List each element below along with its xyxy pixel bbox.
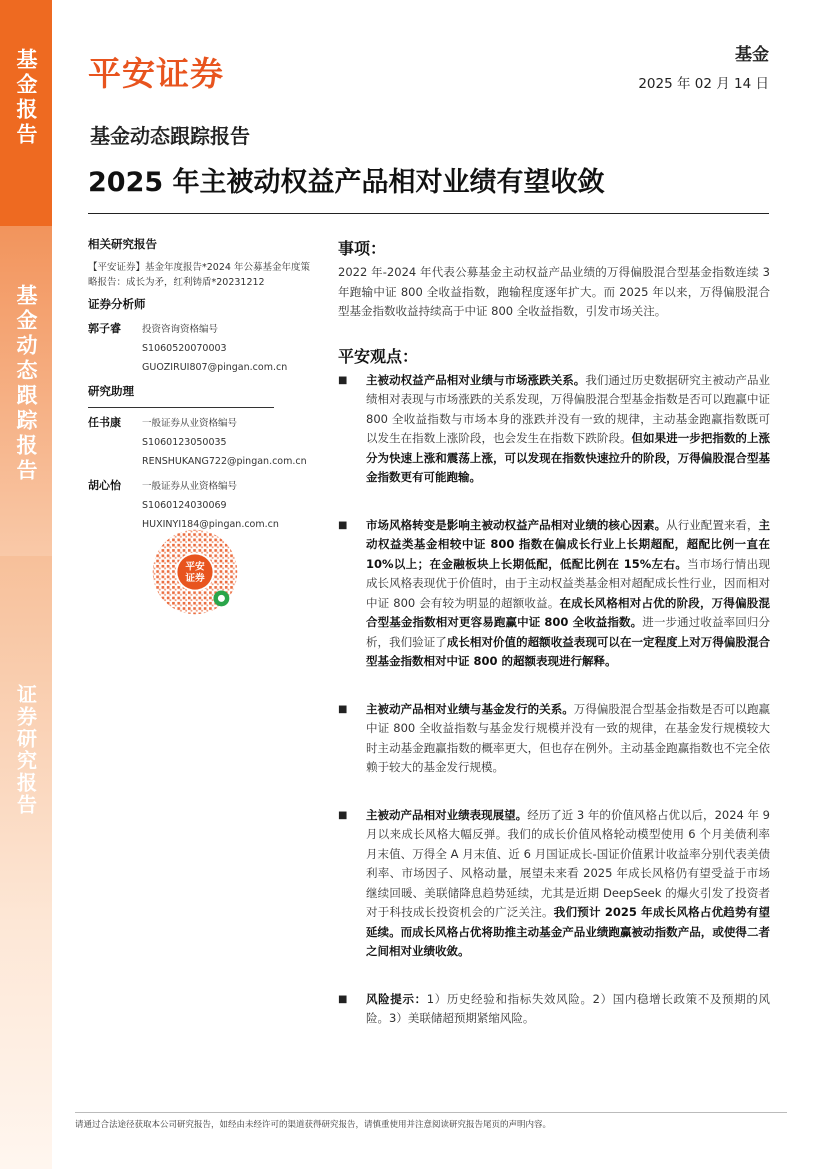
bullet-square-icon: ■ [338, 993, 348, 1005]
analyst-cert-label: 投资咨询资格编号 [142, 324, 219, 335]
sidebar-label-securities-research: 证券研究报告 [13, 684, 38, 816]
bullet-body: 当市场行情出现成长风格表现优于价值时，由于主动权益类基金相对超配成长性行业，因而相对中证 800 会有较为明显的超额收益。 [366, 556, 770, 610]
bullet-emphasis: 主被动产品相对业绩与基金发行的关系。 [366, 701, 574, 716]
assistant-cert-label: 一般证券从业资格编号 [142, 418, 238, 429]
bullet-text [366, 371, 770, 488]
bullet-square-icon: ■ [338, 703, 348, 715]
analyst-email[interactable]: GUOZIRUI807@pingan.com.cn [142, 362, 288, 373]
related-research-heading: 相关研究报告 [88, 237, 157, 251]
analyst-name: 郭子睿 [88, 322, 121, 335]
sidebar-block-tracking-report [0, 226, 52, 556]
analyst-cert-number: S1060520070003 [142, 343, 227, 354]
bullet-emphasis: 主动权益类基金相较中证 800 指数在偏成长行业上长期超配，超配比例一直在 10%以上；在金融板块上长期低配，低配比例在 15%左右。 [366, 517, 771, 571]
assistant-email[interactable]: HUXINYI184@pingan.com.cn [142, 519, 279, 530]
related-research-link[interactable]: 【平安证券】基金年度报告*2024 年公募基金年度策略报告：成长为矛，红利铸盾*20231212 [88, 262, 310, 288]
sidebar [0, 0, 52, 1169]
bullet-emphasis: 主被动产品相对业绩表现展望。 [366, 807, 528, 822]
assistant-cert-number: S1060123050035 [142, 437, 227, 448]
report-type: 基金动态跟踪报告 [90, 124, 250, 148]
qr-logo-text: 平安 [185, 561, 205, 573]
bullet-emphasis: 成长相对价值的超额收益表现可以在一定程度上对万得偏股混合型基金指数相对中证 800 的超额表现进行解释。 [366, 634, 771, 668]
report-date: 2025 年 02 月 14 日 [638, 76, 769, 92]
sidebar-label-tracking-report: 基金动态跟踪报告 [14, 284, 38, 484]
assistant-divider [88, 407, 274, 408]
analyst-entry [88, 320, 318, 377]
assistant-entry [88, 477, 318, 534]
bullet-body: 我们通过历史数据研究主被动产品业绩相对表现与市场涨跌的关系发现，万得偏股混合型基金指数是否可以跑赢中证 800 全收益指数与市场本身的涨跌并没有一致的规律，主动基金跑赢指数既可以发生在指数上涨阶段，也会发生在指数下跌阶段。 [366, 372, 771, 445]
bullet-text [366, 990, 770, 1029]
event-paragraph: 2022 年-2024 年代表公募基金主动权益产品业绩的万得偏股混合型基金指数连续 3 年跑输中证 800 全收益指数，跑输程度逐年扩大。而 2025 年以来，万得偏股混合型基金指数收益持续高于中证 800 全收益指数，引发市场关注。 [338, 265, 770, 318]
page-title: 2025 年主被动权益产品相对业绩有望收敛 [88, 167, 605, 198]
bullet-text [366, 806, 770, 962]
list-item [338, 806, 770, 962]
list-item [338, 990, 770, 1029]
bullet-square-icon: ■ [338, 809, 348, 821]
analyst-heading: 证券分析师 [88, 297, 146, 311]
assistant-email[interactable]: RENSHUKANG722@pingan.com.cn [142, 456, 307, 467]
bullet-emphasis: 但如果进一步把指数的上涨分为快速上涨和震荡上涨，可以发现在指数快速拉升的阶段，万得偏股混合型基金指数更有可能跑输。 [366, 431, 770, 484]
report-category: 基金 [735, 45, 769, 65]
bullet-text [366, 516, 770, 672]
sidebar-label-fund-report: 基金报告 [14, 48, 38, 148]
header-divider [88, 213, 769, 214]
bullet-emphasis: 我们预计 2025 年成长风格占优趋势有望延续。而成长风格占优将助推主动基金产品业绩跑赢被动指数产品，或使得二者之间相对业绩收敛。 [366, 905, 771, 958]
left-column [88, 236, 318, 584]
bullet-emphasis: 风险提示： [366, 991, 427, 1006]
main-content [338, 236, 770, 1029]
assistant-cert-label: 一般证券从业资格编号 [142, 481, 238, 492]
list-item [338, 700, 770, 778]
event-heading: 事项： [338, 239, 387, 258]
bullet-emphasis: 在成长风格相对占优的阶段，万得偏股混合型基金指数相对更容易跑赢中证 800 全收益指数。 [366, 595, 770, 629]
footer-disclaimer: 请通过合法途径获取本公司研究报告，如经由未经许可的渠道获得研究报告，请慎重使用并注意阅读研究报告尾页的声明内容。 [75, 1120, 552, 1130]
assistant-name: 任书康 [88, 416, 121, 429]
bullet-text [366, 700, 770, 778]
bullet-body: 经历了近 3 年的价值风格占优以后，2024 年 9 月以来成长风格大幅反弹。我们的成长价值风格轮动模型使用 6 个月美债利率月末值、万得全 A 月末值、近 6 月国证成长-国证价值累计收益率分别代表美债利率、市场因子、风格动量，展望未来看 2025 年成长风格仍有望受益于市场继续回暖、美联储降息趋势延续，尤其是近期 DeepSeek 的爆火引发了投资者对于科技成长投资机会的广泛关注。 [366, 807, 770, 919]
view-heading: 平安观点： [338, 346, 419, 366]
bullet-body: 1）历史经验和指标失效风险。2）国内稳增长政策不及预期的风险。3）美联储超预期紧缩风险。 [366, 991, 771, 1025]
bullet-emphasis: 市场风格转变是影响主被动权益产品相对业绩的核心因素。 [366, 517, 667, 532]
sidebar-block-fund-report [0, 0, 52, 226]
list-item [338, 516, 770, 672]
qr-logo-text-2: 证券 [185, 572, 205, 584]
bullet-square-icon: ■ [338, 374, 348, 386]
company-logo: 平安证券 [88, 54, 224, 93]
bullet-emphasis: 主被动权益产品相对业绩与市场涨跌关系。 [366, 372, 586, 387]
bullet-body: 从行业配置来看， [666, 517, 759, 532]
bullet-square-icon: ■ [338, 519, 348, 531]
bullet-body: 进一步通过收益率回归分析，我们验证了 [366, 615, 771, 649]
assistant-cert-number: S1060124030069 [142, 500, 227, 511]
bullet-body: 万得偏股混合型基金指数是否可以跑赢中证 800 全收益指数与基金发行规模并没有一致的规律，在基金发行规模较大时主动基金跑赢指数的概率更大，但也存在例外。主动基金跑赢指数也不完全依赖于较大的基金发行规模。 [366, 701, 771, 774]
assistant-entry [88, 414, 318, 471]
assistant-heading: 研究助理 [88, 384, 134, 398]
list-item [338, 371, 770, 488]
qr-code-icon[interactable] [151, 528, 239, 616]
sidebar-block-securities-research [0, 556, 52, 1169]
footer-divider [75, 1112, 787, 1113]
assistant-name: 胡心怡 [88, 479, 121, 492]
